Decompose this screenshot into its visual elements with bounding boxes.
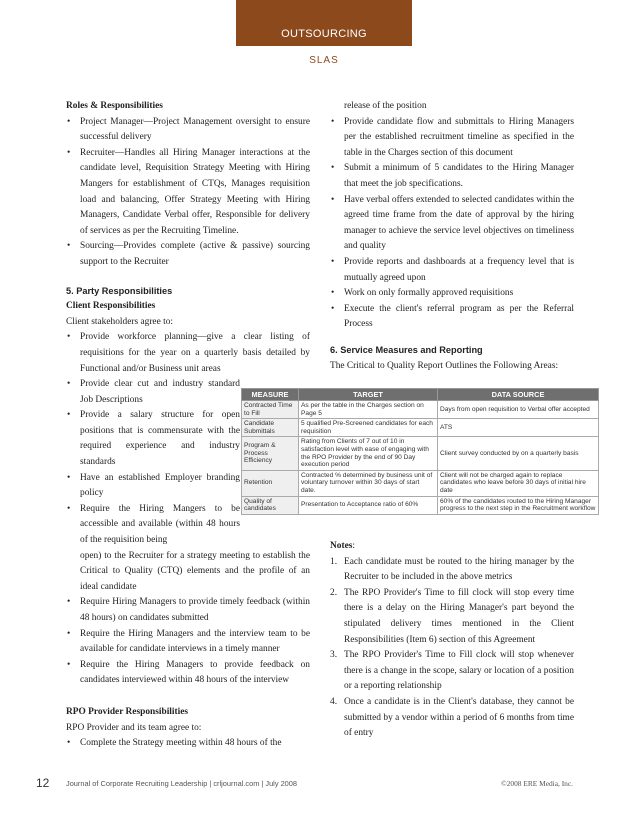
rpo-list (66, 736, 310, 752)
table-cell: As per the table in the Charges section on Page 5 (299, 401, 438, 419)
notes-list (330, 555, 574, 742)
list-item-continued: release of the position (344, 101, 427, 111)
list-item: • Work on only formally approved requisitions (330, 286, 574, 302)
table-cell: Client will not be charged again to replace candidates who leave before 30 days of initial hire date (438, 470, 599, 496)
list-item: • Sourcing—Provides complete (active & passive) sourcing support to the Recruiter (66, 239, 310, 270)
list-item: • Provide a salary structure for open positions that is commensurate with the required experience and industry standards (66, 408, 240, 470)
rpo-intro: RPO Provider and its team agree to: (66, 722, 202, 733)
list-item: • Provide candidate flow and submittals to Hiring Managers per the established recruitment timeline as specified in the table in the Charges section of this document (330, 115, 574, 162)
notes-heading: Notes (330, 541, 353, 551)
page-number: 12 (36, 776, 50, 790)
table-header: MEASURE (242, 389, 299, 401)
measures-heading: 6. Service Measures and Reporting (330, 344, 483, 355)
measures-intro: The Critical to Quality Report Outlines the Following Areas: (330, 360, 559, 371)
table-row (242, 496, 599, 514)
table-cell: Candidate Submittals (242, 419, 299, 437)
section-title: OUTSOURCING (281, 28, 367, 40)
roles-heading: Roles & Responsibilities (66, 101, 163, 111)
table-cell: Retention (242, 470, 299, 496)
list-item: • Recruiter—Handles all Hiring Manager interactions at the candidate level, Requisition Strategy Meeting with Hiring Mangers for establishment of CTQs, Manages requisition load and balancing, Offer Strategy Meeting with Hiring Managers, Candidate Verbal offer, Responsible for delivery of services as per the Recruiting Timeline. (66, 146, 310, 240)
table-cell: ATS (438, 419, 599, 437)
client-heading: Client Responsibilities (66, 301, 156, 312)
rpo-list-continued (330, 99, 574, 333)
list-item: • Have an established Employer branding policy (66, 471, 240, 502)
note-item: 3. The RPO Provider's Time to Fill clock will stop whenever there is a change in the scope, salary or location of a position or a reporting relationship (330, 650, 574, 692)
copyright: ©2008 ERE Media, Inc. (501, 779, 573, 788)
table-row (242, 401, 599, 419)
table-cell: Rating from Clients of 7 out of 10 in satisfaction level with ease of engaging with the RPO Provider by the end of 90 Day execution period (299, 437, 438, 470)
list-item: • Execute the client's referral program as per the Referral Process (330, 302, 574, 333)
table-cell: Days from open requisition to Verbal offer accepted (438, 401, 599, 419)
list-item: • Complete the Strategy meeting within 48 hours of the (66, 736, 310, 752)
section-banner (236, 0, 412, 46)
table-cell: Contracted Time to Fill (242, 401, 299, 419)
subsection-title: SLAS (309, 55, 339, 66)
list-item: • Require the Hiring Managers to provide feedback on candidates interviewed within 48 hours of the interview (66, 658, 310, 689)
right-column (330, 99, 574, 374)
note-item: 1. Each candidate must be routed to the hiring manager by the Recruiter to be included in the above metrics (330, 556, 574, 583)
client-intro: Client stakeholders agree to: (66, 316, 173, 327)
table-row (242, 437, 599, 470)
table-header: TARGET (299, 389, 438, 401)
table-cell: Client survey conducted by on a quarterly basis (438, 437, 599, 470)
note-item: 2. The RPO Provider's Time to fill clock will stop every time there is a delay on the Hiring Manager's part beyond the stipulated delivery times mentioned in the Client Responsibilities (Item 6) section of this Agreement (330, 587, 574, 645)
list-item: • Provide reports and dashboards at a frequency level that is mutually agreed upon (330, 255, 574, 286)
party-heading: 5. Party Responsibilities (66, 285, 173, 296)
list-item: • Provide clear cut and industry standard Job Descriptions (66, 377, 240, 408)
table-cell: 60% of the candidates routed to the Hiring Manager progress to the next step in the Recruitment workflow (438, 496, 599, 514)
list-item: • Submit a minimum of 5 candidates to the Hiring Manager that meet the job specifications. (330, 161, 574, 192)
table-cell: Presentation to Acceptance ratio of 60% (299, 496, 438, 514)
list-item: • Require the Hiring Mangers to be accessible and available (within 48 hours of the requisition being (66, 502, 240, 549)
note-item: 4. Once a candidate is in the Client's database, they cannot be submitted by a vendor within a period of 6 months from time of entry (330, 696, 574, 739)
list-item: • Have verbal offers extended to selected candidates within the agreed time frame from the date of approval by the hiring manager to achieve the service level objectives on timeliness and quality (330, 193, 574, 255)
table-cell: Program & Process Efficiency (242, 437, 299, 470)
list-item: • Require Hiring Managers to provide timely feedback (within 48 hours) on candidates submitted (66, 595, 310, 626)
journal-footer: Journal of Corporate Recruiting Leadership | crljournal.com | July 2008 (66, 779, 298, 788)
list-item: • Provide workforce planning—give a clear listing of requisitions for the year on a quarterly basis detailed by Functional and/or Business unit areas (66, 330, 310, 377)
ctq-table (241, 388, 599, 515)
table-row (242, 419, 599, 437)
list-item: • Project Manager—Project Management oversight to ensure successful delivery (66, 115, 310, 146)
table-row (242, 470, 599, 496)
roles-list (66, 115, 310, 271)
list-item-continued: open) to the Recruiter for a strategy meeting to establish the Critical to Quality (CTQ) elements and the profile of an ideal candidate (80, 550, 310, 592)
table-cell: 5 qualified Pre-Screened candidates for each requisition (299, 419, 438, 437)
list-item: • Require the Hiring Managers and the interview team to be available for candidate interviews in a timely manner (66, 627, 310, 658)
table-cell: Contracted % determined by business unit of voluntary turnover within 30 days of start date. (299, 470, 438, 496)
rpo-heading: RPO Provider Responsibilities (66, 706, 189, 717)
table-header: DATA SOURCE (438, 389, 599, 401)
table-cell: Quality of candidates (242, 496, 299, 514)
notes-section: Notes: 1. Each candidate must be routed to the hiring manager by the Recruiter to be included in the above metrics 2. The RPO Provider's Time to fill clock will stop every time there is a delay on the Hiring Manager's part beyond the stipulated delivery times mentioned in the Client Responsibilities (Item 6) section of this Agreement 3. The RPO Provider's Time to Fill clock will stop whenever there is a change in the scope, salary or location of a position or a reporting relationship 4. Once a candidate is in the Client's database, they cannot be submitted by a vendor within a period of 6 months from time of entry (330, 539, 574, 742)
table-header-row (242, 389, 599, 401)
